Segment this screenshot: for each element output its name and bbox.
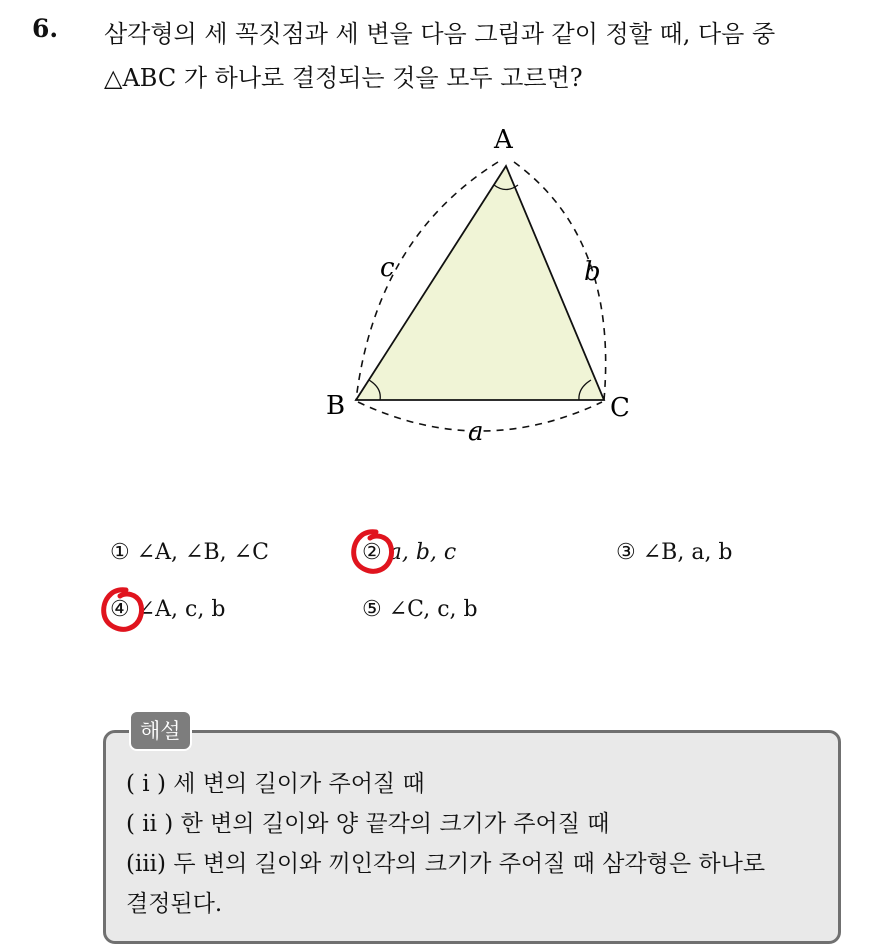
choice-1[interactable] — [110, 540, 269, 565]
choice-1-text: ∠A, ∠B, ∠C — [136, 540, 269, 565]
choice-5[interactable] — [362, 597, 478, 622]
side-b-label: b — [584, 257, 601, 287]
explanation-line3: (iii) 두 변의 길이와 끼인각의 크기가 주어질 때 삼각형은 하나로 — [126, 851, 766, 877]
side-a-label: a — [468, 417, 484, 447]
answer-mark-2 — [346, 524, 402, 580]
choice-1-number: ① — [110, 540, 130, 565]
explanation-line2: ( ii ) 한 변의 길이와 양 끝각의 크기가 주어질 때 — [126, 811, 610, 837]
explanation-line1: ( i ) 세 변의 길이가 주어질 때 — [126, 771, 425, 797]
choice-2-text: a, b, c — [388, 540, 457, 565]
choice-3-number: ③ — [616, 540, 636, 565]
triangle-figure — [318, 118, 648, 448]
choice-5-number: ⑤ — [362, 597, 382, 622]
question-text-line2: △ABC 가 하나로 결정되는 것을 모두 고르면? — [104, 64, 583, 92]
choice-5-text: ∠C, c, b — [388, 597, 478, 622]
question-number: 6. — [32, 14, 59, 43]
side-c-label: c — [380, 253, 395, 283]
answer-mark-4 — [96, 582, 152, 638]
choice-4-text: ∠A, c, b — [136, 597, 226, 622]
choice-3-text: ∠B, a, b — [642, 540, 733, 565]
vertex-b-label: B — [326, 391, 346, 421]
explanation-tag: 해설 — [129, 710, 192, 751]
vertex-c-label: C — [610, 393, 630, 423]
triangle-abc — [356, 166, 604, 400]
vertex-a-label: A — [494, 125, 513, 155]
choice-3[interactable] — [616, 540, 733, 565]
choice-4-number: ④ — [110, 597, 130, 622]
explanation-line4: 결정된다. — [126, 891, 223, 917]
choice-2-number: ② — [362, 540, 382, 565]
question-text-line1: 삼각형의 세 꼭짓점과 세 변을 다음 그림과 같이 정할 때, 다음 중 — [104, 20, 776, 48]
